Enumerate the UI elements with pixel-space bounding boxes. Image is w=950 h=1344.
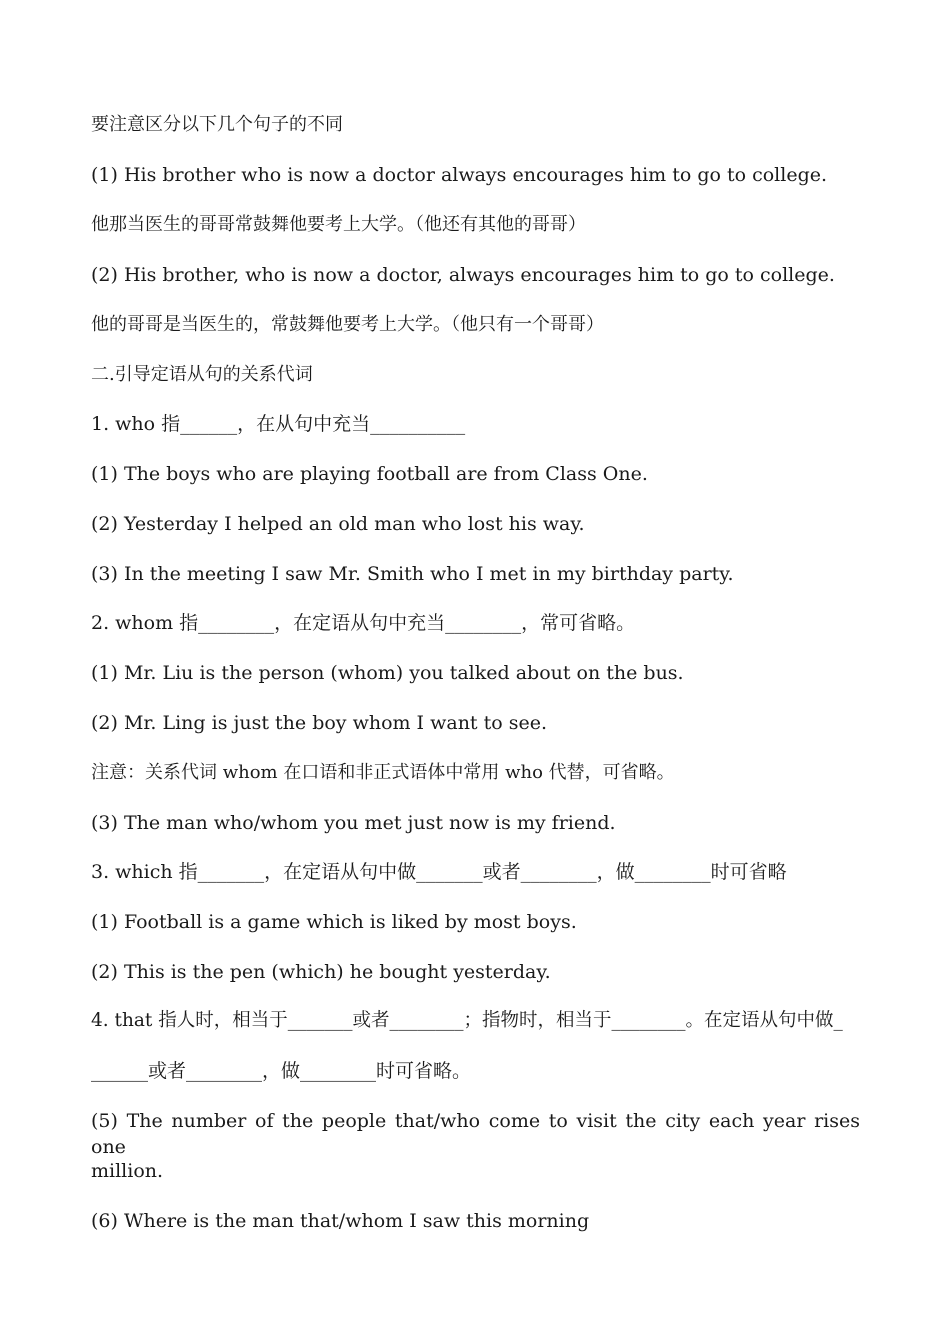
- example-sentence: (1) The boys who are playing football are from Class One.: [91, 463, 648, 485]
- example-sentence: (1) Football is a game which is liked by most boys.: [91, 911, 577, 933]
- fill-blank-question: 2. whom 指________，在定语从句中充当________，常可省略。: [91, 612, 636, 634]
- example-sentence-continued: million.: [91, 1160, 164, 1182]
- note: 注意：关系代词 whom 在口语和非正式语体中常用 who 代替，可省略。: [91, 762, 675, 783]
- section-heading: 二.引导定语从句的关系代词: [91, 364, 313, 385]
- translation: 他的哥哥是当医生的，常鼓舞他要考上大学。（他只有一个哥哥）: [91, 314, 604, 335]
- fill-blank-question: 4. that 指人时，相当于_______或者________；指物时，相当于________。在定语从句中做_: [91, 1010, 843, 1031]
- example-sentence: (1) Mr. Liu is the person (whom) you talked about on the bus.: [91, 662, 684, 684]
- example-sentence: (2) Yesterday I helped an old man who lost his way.: [91, 513, 585, 535]
- translation: 他那当医生的哥哥常鼓舞他要考上大学。（他还有其他的哥哥）: [91, 214, 586, 235]
- fill-blank-question: 3. which 指_______，在定语从句中做_______或者________，做________时可省略: [91, 861, 787, 883]
- example-sentence: (1) His brother who is now a doctor always encourages him to go to college.: [91, 164, 828, 186]
- example-sentence: (3) In the meeting I saw Mr. Smith who I met in my birthday party.: [91, 563, 734, 585]
- example-sentence: (5) The number of the people that/who come to visit the city each year rises one: [91, 1110, 860, 1158]
- example-sentence: (2) This is the pen (which) he bought yesterday.: [91, 961, 551, 983]
- fill-blank-question: 1. who 指______，在从句中充当__________: [91, 413, 466, 435]
- example-sentence: (6) Where is the man that/whom I saw this morning: [91, 1210, 590, 1232]
- example-sentence: (2) Mr. Ling is just the boy whom I want to see.: [91, 712, 547, 734]
- fill-blank-question-continued: ______或者________，做________时可省略。: [91, 1060, 472, 1082]
- example-sentence: (3) The man who/whom you met just now is my friend.: [91, 812, 616, 834]
- section-note: 要注意区分以下几个句子的不同: [91, 114, 343, 135]
- example-sentence: (2) His brother, who is now a doctor, always encourages him to go to college.: [91, 264, 835, 286]
